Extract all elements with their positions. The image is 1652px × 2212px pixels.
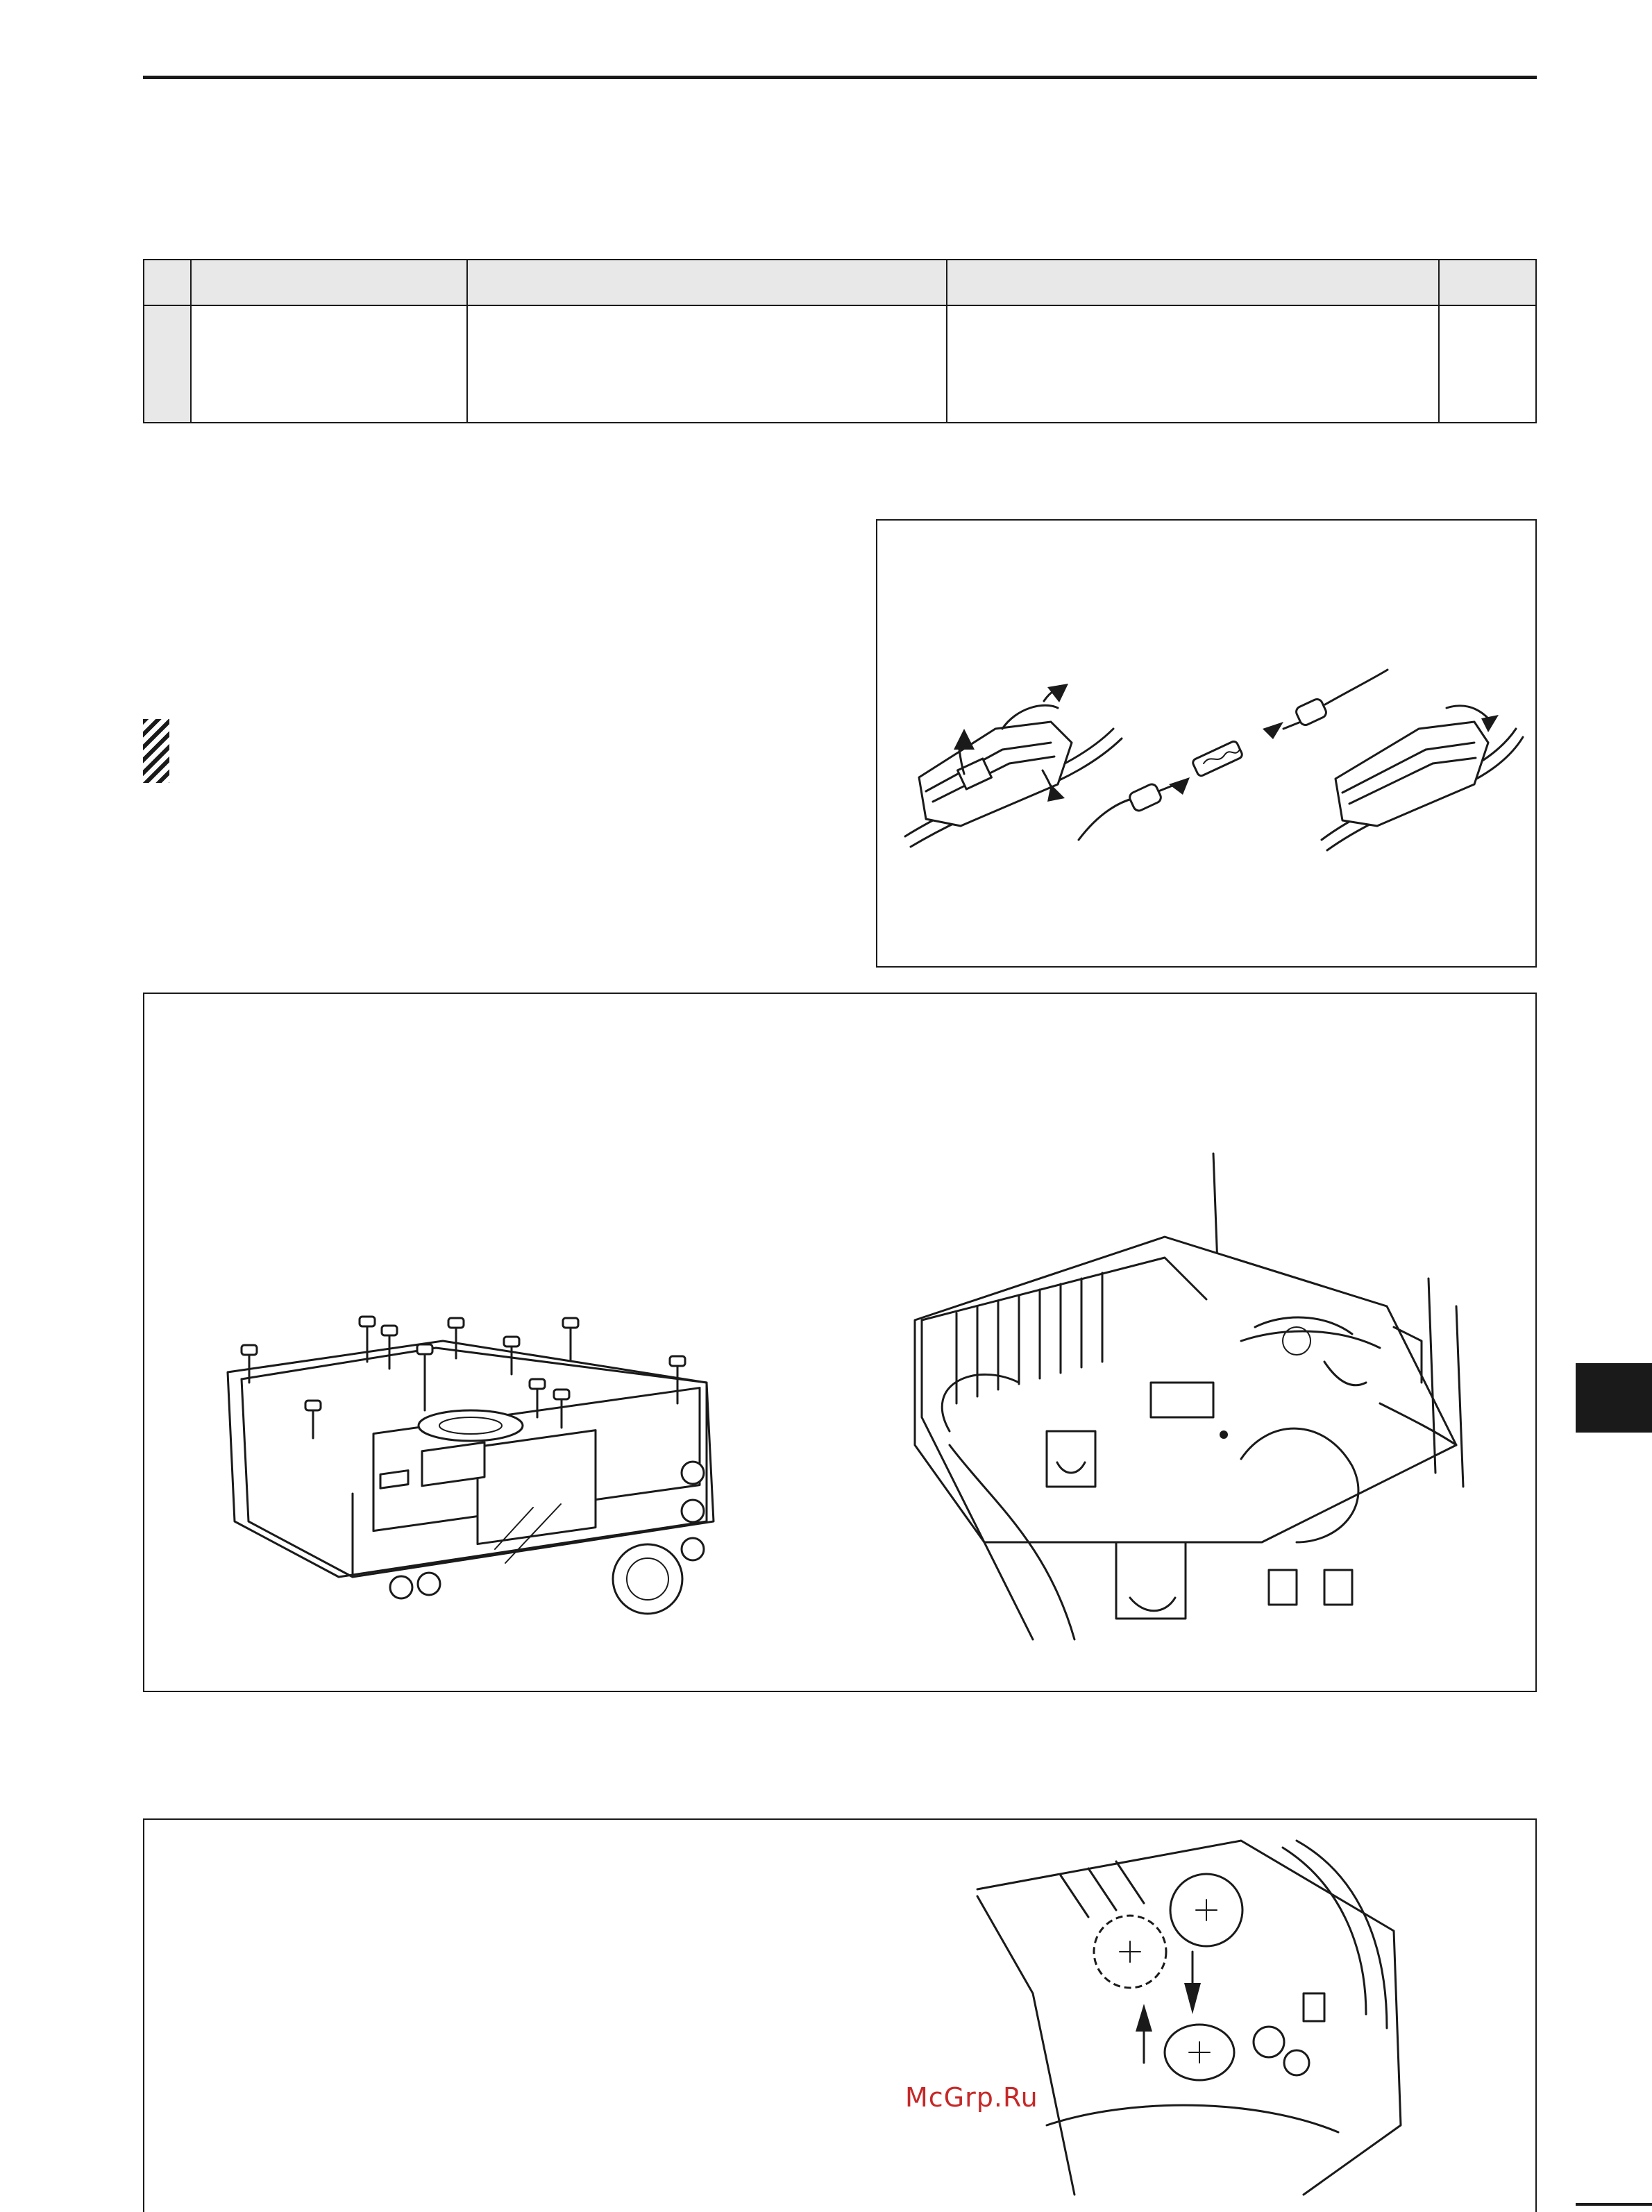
watermark: McGrp.Ru bbox=[905, 2082, 1038, 2113]
table-divider bbox=[190, 260, 192, 422]
backup-battery-box bbox=[143, 1818, 1537, 2212]
section-tab-rule bbox=[1576, 2203, 1652, 2206]
table-divider bbox=[466, 260, 468, 422]
section-tab bbox=[1576, 1363, 1652, 1433]
cover-removal-box bbox=[143, 993, 1537, 2113]
table-side-cell bbox=[144, 306, 192, 422]
top-rule bbox=[143, 76, 1537, 79]
fuse-replacement-box bbox=[876, 519, 1537, 968]
table-divider bbox=[1438, 260, 1440, 422]
table-divider bbox=[946, 260, 947, 422]
internal-chassis-illustration bbox=[908, 1154, 1533, 1639]
fuse-holder-open bbox=[905, 684, 1122, 847]
cover-screws-illustration bbox=[144, 994, 700, 1549]
transceiver-body bbox=[228, 1341, 714, 1614]
backup-battery-illustration bbox=[977, 1834, 1435, 2195]
caution-hatch-icon bbox=[143, 719, 169, 783]
fuse-holder-illustration bbox=[877, 521, 1538, 969]
table-header-row bbox=[144, 260, 1535, 306]
fuse-holder-closed bbox=[1322, 706, 1523, 850]
spec-table bbox=[143, 259, 1537, 423]
